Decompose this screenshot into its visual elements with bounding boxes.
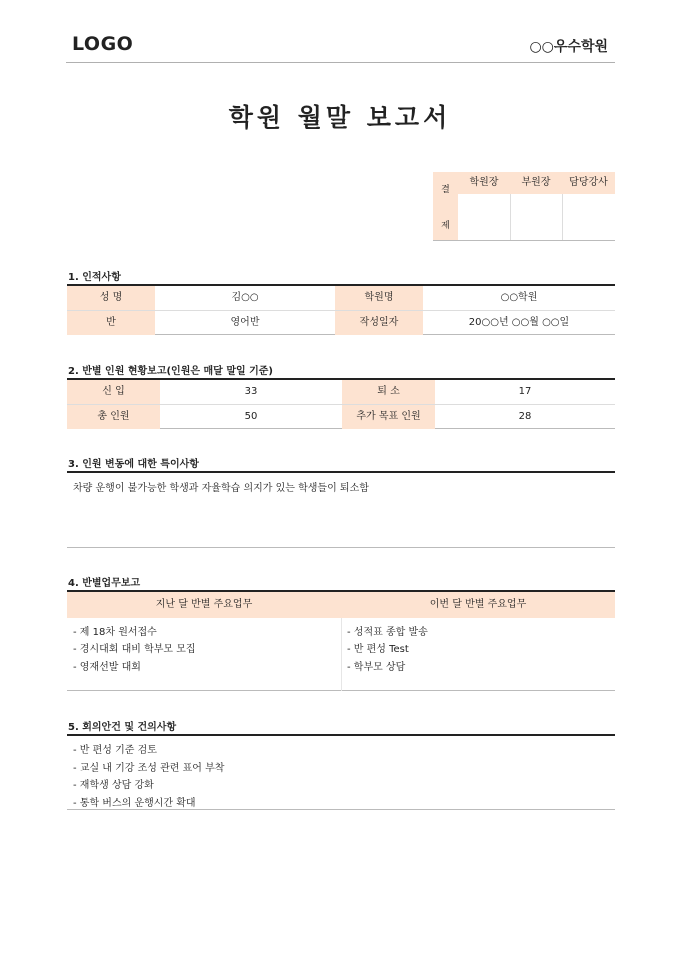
section3-box	[67, 471, 615, 548]
header-divider	[66, 62, 615, 63]
new-value: 33	[244, 386, 258, 397]
date-value: 20○○년 ○○월 ○○일	[468, 317, 570, 328]
approval-divider	[562, 194, 563, 240]
list-item: - 제 18차 원서접수	[73, 627, 157, 638]
section2-title: 2. 반별 인원 현황보고(인원은 매달 말일 기준)	[68, 366, 274, 377]
approval-col-teacher: 담당강사	[562, 172, 615, 194]
approval-col-vice-principal: 부원장	[510, 172, 562, 194]
section3-title: 3. 인원 변동에 대한 특이사항	[68, 459, 199, 470]
list-item: - 재학생 상담 강화	[73, 780, 154, 791]
section1-title: 1. 인적사항	[68, 272, 121, 283]
page-title: 학원 월말 보고서	[228, 103, 452, 132]
date-label: 작성일자	[335, 311, 423, 335]
target-value: 28	[518, 411, 532, 422]
section1-table	[67, 284, 615, 335]
list-item: - 영재선발 대회	[73, 662, 141, 673]
new-label: 신 입	[67, 380, 160, 404]
column-divider	[341, 618, 342, 691]
class-value: 영어반	[230, 317, 260, 328]
academy-value: ○○학원	[500, 292, 538, 303]
list-item: - 교실 내 기강 조성 관련 표어 부착	[73, 763, 225, 774]
section4-title: 4. 반별업무보고	[68, 578, 141, 589]
table-row	[67, 405, 615, 429]
list-item: - 통학 버스의 운행시간 확대	[73, 798, 196, 809]
approval-col-principal: 학원장	[458, 172, 510, 194]
approval-side-label-2: 제	[441, 221, 450, 231]
approval-box	[433, 172, 615, 241]
approval-side-label	[433, 172, 458, 240]
section5-box	[67, 734, 615, 810]
section4-table	[67, 590, 615, 691]
list-item: - 성적표 종합 발송	[347, 627, 428, 638]
org-name: ○○우수학원	[529, 39, 608, 55]
leave-value: 17	[518, 386, 532, 397]
table-row	[67, 311, 615, 335]
name-label: 성 명	[67, 286, 155, 310]
list-item: - 반 편성 Test	[347, 644, 409, 655]
section2-table	[67, 378, 615, 429]
list-item: - 학부모 상담	[347, 662, 406, 673]
academy-label: 학원명	[335, 286, 423, 310]
this-month-header: 이번 달 반별 주요업무	[341, 592, 615, 618]
class-label: 반	[67, 311, 155, 335]
list-item: - 경시대회 대비 학부모 모집	[73, 644, 196, 655]
total-value: 50	[244, 411, 258, 422]
name-value: 김○○	[231, 292, 259, 303]
section5-title: 5. 회의안건 및 건의사항	[68, 722, 177, 733]
leave-label: 퇴 소	[342, 380, 435, 404]
approval-divider	[510, 194, 511, 240]
target-label: 추가 목표 인원	[342, 405, 435, 429]
table-row	[67, 286, 615, 310]
approval-side-label-1: 결	[441, 185, 450, 195]
table-row	[67, 380, 615, 404]
last-month-header: 지난 달 반별 주요업무	[67, 592, 341, 618]
list-item: - 반 편성 기준 검토	[73, 745, 157, 756]
section3-content: 차량 운행이 불가능한 학생과 자율학습 의지가 있는 학생들이 퇴소함	[73, 483, 369, 494]
logo: LOGO	[72, 33, 134, 55]
total-label: 총 인원	[67, 405, 160, 429]
